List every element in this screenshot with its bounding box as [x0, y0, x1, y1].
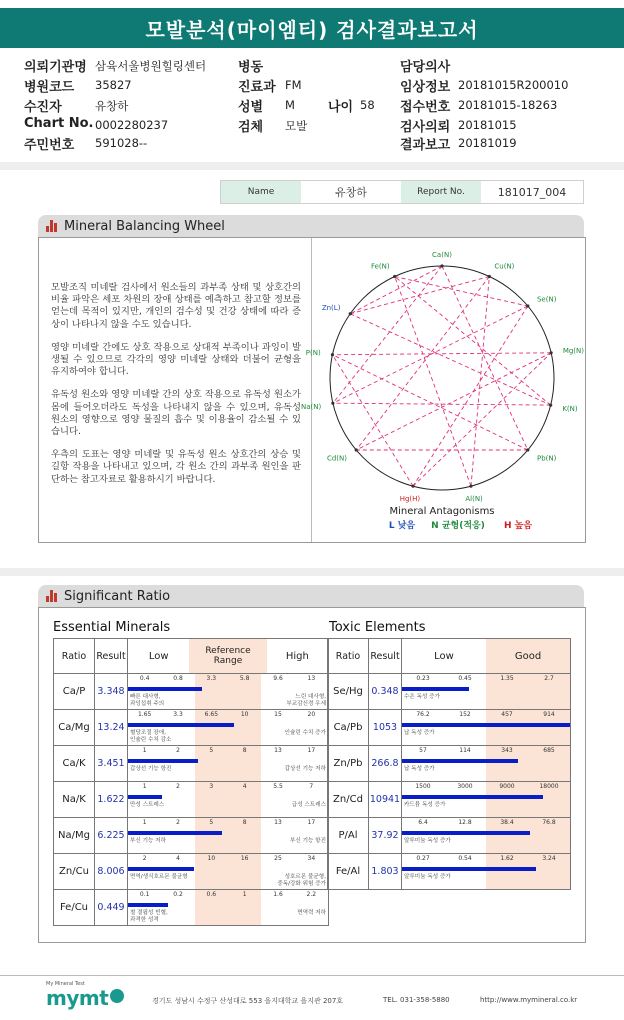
tick-label: 6.65 — [204, 711, 219, 718]
wheel-node — [440, 264, 443, 267]
ratio-bar-area — [128, 818, 328, 853]
tick-label: 3000 — [457, 783, 473, 790]
ratio-range-cell — [128, 674, 329, 710]
specimen-value: 모발 — [285, 119, 308, 133]
ratio-row — [328, 710, 571, 746]
tick-label: 4 — [242, 783, 247, 790]
note-low: 혈당조절 장애, 인슐린 수치 감소 — [130, 730, 172, 743]
dept-label: 진료과 — [238, 80, 276, 95]
clinical-label: 임상정보 — [400, 80, 451, 95]
tick-label: 1.35 — [500, 675, 514, 682]
high-header: High — [285, 650, 309, 662]
tick-label: 8 — [242, 819, 247, 826]
note-low: 부신 기능 저하 — [130, 838, 166, 844]
company-url[interactable]: http://www.mymineral.co.kr — [480, 996, 578, 1004]
tick-label: 3 — [209, 783, 214, 790]
tick-label: 13 — [274, 747, 282, 754]
wheel-section-title: Mineral Balancing Wheel — [64, 218, 225, 234]
ssn-value: 591028-- — [95, 136, 148, 150]
note-low: 수은 독성 증가 — [404, 694, 440, 700]
hospital-code-label: 병원코드 — [24, 80, 75, 95]
ratio-name: Na/Mg — [54, 818, 95, 854]
description-paragraph: 우측의 도표는 영양 미네랄 및 유독성 원소 상호간의 상승 및 길항 작용을 나타내고 있으며, 각 원소 간의 과부족 원인을 판단하는 참고자료로 활용하시기 바랍니다. — [51, 449, 301, 485]
ratio-section-box — [38, 607, 586, 943]
ward-label: 병동 — [238, 60, 264, 75]
tick-label: 8 — [242, 747, 247, 754]
divider — [0, 568, 624, 576]
tick-label: 13 — [307, 675, 316, 682]
age-label: 나이 — [328, 100, 354, 115]
ratio-result: 10941 — [369, 782, 402, 818]
ratio-bar-area — [402, 710, 570, 745]
reference-band — [486, 854, 570, 889]
range-header — [128, 639, 329, 674]
wheel-node-label: K(N) — [562, 404, 578, 413]
wheel-node-label: Cu(N) — [494, 262, 515, 271]
ratio-range-cell — [128, 746, 329, 782]
ratio-range-cell — [128, 710, 329, 746]
ratio-name: Fe/Al — [328, 854, 369, 890]
ratio-bar-area — [402, 782, 570, 817]
result-label: 결과보고 — [400, 138, 451, 153]
antagonism-link — [356, 276, 489, 449]
name-value: 유창하 — [301, 181, 401, 203]
reference-band — [195, 818, 262, 853]
ratio-bar-area — [128, 746, 328, 781]
wheel-node — [355, 448, 358, 451]
receipt-value: 20181015-18263 — [458, 98, 558, 112]
ratio-range-cell — [128, 890, 329, 926]
wheel-node-label: Ca(N) — [432, 251, 452, 259]
antagonism-link — [332, 353, 551, 355]
brand-small: My Mineral Test — [46, 981, 85, 987]
result-bar — [402, 795, 543, 799]
tick-label: 0.2 — [173, 891, 183, 898]
reference-band — [195, 782, 262, 817]
ratio-section-title: Significant Ratio — [64, 588, 171, 604]
report-no-label: Report No. — [401, 181, 481, 203]
good-header: Good — [486, 639, 570, 673]
antagonism-link — [413, 353, 551, 486]
ssn-label: 주민번호 — [24, 138, 75, 153]
ratio-result: 1.622 — [95, 782, 128, 818]
tick-label: 1.6 — [273, 891, 283, 898]
essential-table — [53, 638, 329, 926]
tick-label: 2 — [176, 819, 180, 826]
ratio-result: 6.225 — [95, 818, 128, 854]
bar-chart-icon — [46, 220, 58, 232]
ratio-name: Zn/Cu — [54, 854, 95, 890]
tick-label: 0.8 — [173, 675, 183, 682]
result-bar — [402, 867, 536, 871]
ratio-bar-area — [402, 674, 570, 709]
note-low: 갑상선 기능 항진 — [130, 766, 172, 772]
description-paragraph: 영양 미네랄 간에도 상호 작용으로 상대적 부족이나 과잉이 발생될 수 있으므로 각각의 영양 미네랄 상태와 더불어 균형을 유지하여야 합니다. — [51, 341, 301, 378]
wheel-node — [526, 304, 529, 307]
result-bar — [402, 723, 570, 727]
tick-label: 685 — [543, 747, 555, 754]
tick-label: 1 — [242, 891, 247, 898]
tick-label: 5 — [209, 819, 214, 826]
ratio-name: P/Al — [328, 818, 369, 854]
sex-value: M — [285, 98, 295, 112]
tick-label: 76.2 — [416, 711, 430, 718]
request-value: 20181015 — [458, 118, 517, 132]
ratio-row — [54, 710, 329, 746]
footer-divider — [0, 975, 624, 976]
chart-value: 0002280237 — [95, 118, 169, 132]
tick-label: 0.1 — [139, 891, 150, 898]
ratio-range-cell — [128, 782, 329, 818]
reference-band — [195, 854, 262, 889]
tick-label: 2 — [176, 747, 180, 754]
ratio-range-cell — [402, 782, 571, 818]
chart-label: Chart No. — [24, 116, 94, 131]
ratio-result: 0.449 — [95, 890, 128, 926]
ratio-result: 3.451 — [95, 746, 128, 782]
wheel-node-label: Pb(N) — [536, 454, 557, 463]
tick-label: 0.4 — [139, 675, 150, 682]
ratio-range-cell — [402, 818, 571, 854]
ratio-row — [54, 818, 329, 854]
wheel-node-label: Al(N) — [465, 494, 483, 503]
tick-label: 2 — [176, 783, 180, 790]
tick-label: 7 — [309, 783, 314, 790]
ratio-range-cell — [402, 746, 571, 782]
institution-label: 의뢰기관명 — [24, 60, 87, 75]
tick-label: 1500 — [415, 783, 431, 790]
ratio-bar-area — [128, 710, 328, 745]
wheel-node — [331, 353, 334, 356]
ratio-name: Ca/K — [54, 746, 95, 782]
result-header: Result — [369, 639, 402, 674]
report-title: 모발분석(마이엠티) 검사결과보고서 — [0, 8, 624, 48]
note-high: 부신 기능 항진 — [290, 838, 326, 844]
ratio-row — [54, 890, 329, 926]
tick-label: 12.8 — [458, 819, 472, 826]
tick-label: 914 — [543, 711, 555, 718]
wheel-node-label: Mg(N) — [562, 347, 585, 356]
footer — [0, 975, 624, 1020]
wheel-node — [331, 402, 334, 405]
ratio-bar-area — [128, 674, 328, 709]
wheel-node — [549, 403, 552, 406]
company-address: 경기도 성남시 수정구 산성대로 553 을지대학교 을지관 207호 — [152, 997, 344, 1005]
ratio-result: 13.24 — [95, 710, 128, 746]
ratio-result: 1053 — [369, 710, 402, 746]
tick-label: 0.45 — [458, 675, 472, 682]
tick-label: 9000 — [499, 783, 515, 790]
tick-label: 2.2 — [306, 891, 317, 898]
ratio-row — [328, 818, 571, 854]
antagonism-link — [395, 276, 528, 306]
bar-chart-icon — [46, 590, 58, 602]
note-high: 면역력 저하 — [297, 910, 326, 916]
mineral-wheel — [300, 240, 585, 540]
tick-label: 3.24 — [542, 855, 556, 862]
wheel-node — [349, 312, 352, 315]
note-high: 인슐린 수치 증가 — [284, 730, 326, 736]
reference-band — [195, 890, 262, 925]
brand-logo: mymt — [46, 986, 109, 1010]
tick-label: 38.4 — [500, 819, 514, 826]
note-low: 납 독성 증가 — [404, 766, 435, 772]
hospital-code-value: 35827 — [95, 78, 132, 92]
tick-label: 9.6 — [273, 675, 283, 682]
name-label: Name — [221, 181, 301, 203]
ratio-row — [54, 854, 329, 890]
tick-label: 343 — [501, 747, 513, 754]
ratio-row — [54, 746, 329, 782]
tick-label: 76.8 — [542, 819, 556, 826]
examinee-value: 유창하 — [95, 99, 129, 113]
ratio-name: Ca/Pb — [328, 710, 369, 746]
ratio-bar-area — [128, 782, 328, 817]
tick-label: 114 — [459, 747, 471, 754]
tick-label: 18000 — [539, 783, 559, 790]
description-paragraph: 유독성 원소와 영양 미네랄 간의 상호 작용으로 유독성 원소가 몸에 들어오더라도 독성을 나타내지 않을 수 있으며, 유독성 원소의 영향으로 영양 물질의 흡수 및 이용율이 감소될 수 있습니다. — [51, 389, 301, 438]
tick-label: 57 — [419, 747, 427, 754]
ratio-name: Fe/Cu — [54, 890, 95, 926]
tick-label: 17 — [307, 747, 316, 754]
ratio-name: Ca/Mg — [54, 710, 95, 746]
legend-high: H 높음 — [503, 521, 533, 531]
ratio-row — [328, 746, 571, 782]
ratio-name: Zn/Cd — [328, 782, 369, 818]
tick-label: 20 — [307, 711, 316, 718]
institution-value: 삼육서울병원힐링센터 — [95, 59, 207, 73]
wheel-nodes — [301, 251, 584, 503]
tick-label: 5.5 — [273, 783, 283, 790]
wheel-node — [393, 275, 396, 278]
receipt-label: 접수번호 — [400, 100, 451, 115]
tick-label: 3.3 — [206, 675, 217, 682]
tick-label: 16 — [240, 855, 249, 862]
note-high: 느린 대사형, 부교감신경 우세 — [286, 694, 326, 707]
antagonism-link — [350, 276, 489, 313]
tick-label: 2.7 — [544, 675, 554, 682]
result-bar — [128, 831, 222, 835]
reference-band — [486, 710, 570, 745]
divider — [0, 162, 624, 170]
result-header: Result — [95, 639, 128, 674]
result-bar — [128, 759, 198, 763]
wheel-node-label: Zn(L) — [321, 303, 341, 312]
tick-label: 13 — [274, 819, 282, 826]
tick-label: 0.23 — [416, 675, 430, 682]
result-value: 20181019 — [458, 136, 517, 150]
tick-label: 15 — [274, 711, 282, 718]
tick-label: 1.62 — [500, 855, 514, 862]
dept-value: FM — [285, 78, 302, 92]
reference-band — [486, 674, 570, 709]
low-header: Low — [434, 650, 454, 662]
tick-label: 0.27 — [416, 855, 430, 862]
tick-label: 0.54 — [458, 855, 472, 862]
wheel-node — [550, 351, 553, 354]
tick-label: 10 — [207, 855, 216, 862]
doctor-label: 담당의사 — [400, 60, 451, 75]
reference-band — [195, 746, 262, 781]
tick-label: 1 — [142, 783, 147, 790]
note-low: 납 독성 증가 — [404, 730, 435, 736]
wheel-circle — [330, 266, 554, 490]
wheel-links — [332, 266, 551, 486]
wheel-node — [488, 275, 491, 278]
wheel-caption: Mineral Antagonisms — [389, 506, 495, 517]
toxic-table — [327, 638, 571, 890]
wheel-node — [469, 485, 472, 488]
reference-header: Reference Range — [189, 639, 266, 673]
logo-mark-icon — [110, 989, 124, 1003]
ratio-section-header — [38, 585, 584, 607]
ratio-row — [328, 674, 571, 710]
essential-title: Essential Minerals — [53, 620, 171, 635]
ratio-name: Zn/Pb — [328, 746, 369, 782]
note-high: 갑상선 기능 저하 — [284, 766, 326, 772]
tick-label: 25 — [274, 855, 282, 862]
reference-band — [195, 674, 262, 709]
ratio-result: 3.348 — [95, 674, 128, 710]
note-low: 철 결핍성 빈혈, 과격한 성격 — [130, 910, 168, 923]
ratio-header: Ratio — [328, 639, 369, 674]
note-high: 성호르몬 불균형, 중독/강화 위험 증가 — [277, 874, 326, 887]
result-bar — [402, 759, 518, 763]
result-bar — [128, 687, 202, 691]
result-bar — [128, 867, 194, 871]
wheel-description — [51, 282, 301, 497]
sex-label: 성별 — [238, 100, 264, 115]
report-no-value: 181017_004 — [481, 181, 583, 203]
result-bar — [128, 723, 234, 727]
ratio-result: 1.803 — [369, 854, 402, 890]
request-label: 검사의뢰 — [400, 120, 451, 135]
column-divider — [311, 238, 312, 542]
note-low: 면역/생식호르몬 불균형 — [130, 874, 188, 880]
wheel-node-label: Na(N) — [300, 402, 322, 411]
wheel-node-label: Fe(N) — [370, 262, 390, 271]
wheel-node — [526, 448, 529, 451]
ratio-bar-area — [128, 890, 328, 925]
note-low: 만성 스트레스 — [130, 802, 165, 808]
specimen-label: 검체 — [238, 120, 264, 135]
examinee-label: 수진자 — [24, 100, 62, 115]
ratio-range-cell — [402, 854, 571, 890]
reference-band — [486, 746, 570, 781]
ratio-header: Ratio — [54, 639, 95, 674]
result-bar — [128, 903, 168, 907]
company-tel: TEL. 031-358-5880 — [383, 996, 450, 1004]
note-low: 알루미늄 독성 증가 — [404, 838, 451, 844]
tick-label: 457 — [501, 711, 513, 718]
tick-label: 1 — [142, 819, 147, 826]
range-header — [402, 639, 571, 674]
wheel-node-label: Cd(N) — [326, 454, 348, 463]
legend-low: L 낮음 — [388, 521, 416, 531]
legend-normal: N 균형(적응) — [431, 521, 485, 531]
patient-info — [0, 54, 624, 164]
ratio-row — [54, 782, 329, 818]
ratio-bar-area — [402, 854, 570, 889]
antagonism-link — [356, 353, 551, 450]
result-bar — [402, 687, 469, 691]
tick-label: 34 — [307, 855, 316, 862]
wheel-node-label: P(N) — [305, 349, 321, 358]
ratio-bar-area — [402, 818, 570, 853]
clinical-value: 20181015R200010 — [458, 78, 569, 92]
ratio-bar-area — [402, 746, 570, 781]
tick-label: 5.8 — [239, 675, 250, 682]
ratio-range-cell — [402, 674, 571, 710]
age-value: 58 — [360, 98, 375, 112]
antagonism-link — [413, 306, 528, 486]
low-header: Low — [148, 650, 169, 662]
note-low: 알루미늄 독성 증가 — [404, 874, 451, 880]
tick-label: 3.3 — [173, 711, 183, 718]
tick-label: 152 — [459, 711, 471, 718]
tick-label: 2 — [142, 855, 147, 862]
ratio-result: 266.8 — [369, 746, 402, 782]
ratio-result: 8.006 — [95, 854, 128, 890]
tick-label: 1.65 — [137, 711, 152, 718]
result-bar — [402, 831, 530, 835]
note-low: 카드뮴 독성 증가 — [404, 802, 446, 808]
tick-label: 5 — [209, 747, 214, 754]
toxic-title: Toxic Elements — [329, 620, 426, 635]
result-bar — [128, 795, 162, 799]
ratio-row — [328, 854, 571, 890]
wheel-node-label: Se(N) — [536, 295, 557, 304]
tick-label: 10 — [240, 711, 249, 718]
tick-label: 17 — [307, 819, 316, 826]
ratio-bar-area — [128, 854, 328, 889]
wheel-node — [411, 485, 414, 488]
description-paragraph: 모발조직 미네랄 검사에서 원소들의 과부족 상태 및 상호간의 비율 파악은 세포 차원의 장애 상태를 예측하고 참고할 정보를 얻는데 목적이 있지만, 개인의 검수성 및 건강 상태에 따라 증상이 나타나지 않을 수도 있습니다. — [51, 282, 301, 330]
wheel-section-header — [38, 215, 584, 237]
ratio-range-cell — [128, 818, 329, 854]
ratio-result: 0.348 — [369, 674, 402, 710]
tick-label: 0.6 — [206, 891, 217, 898]
wheel-node-label: Hg(H) — [399, 494, 421, 503]
ratio-name: Se/Hg — [328, 674, 369, 710]
note-low: 빠른 대사형, 과잉섭취 주의 — [130, 694, 165, 707]
tick-label: 6.4 — [418, 819, 428, 826]
antagonism-link — [350, 266, 442, 314]
antagonism-link — [471, 276, 489, 486]
note-high: 급성 스트레스 — [291, 802, 326, 808]
ratio-row — [54, 674, 329, 710]
tick-label: 4 — [176, 855, 180, 862]
name-bar — [220, 180, 584, 204]
ratio-row — [328, 782, 571, 818]
ratio-result: 37.92 — [369, 818, 402, 854]
ratio-range-cell — [402, 710, 571, 746]
ratio-name: Na/K — [54, 782, 95, 818]
tick-label: 1 — [142, 747, 147, 754]
wheel-section-box — [38, 237, 586, 543]
ratio-range-cell — [128, 854, 329, 890]
reference-band — [486, 818, 570, 853]
ratio-name: Ca/P — [54, 674, 95, 710]
